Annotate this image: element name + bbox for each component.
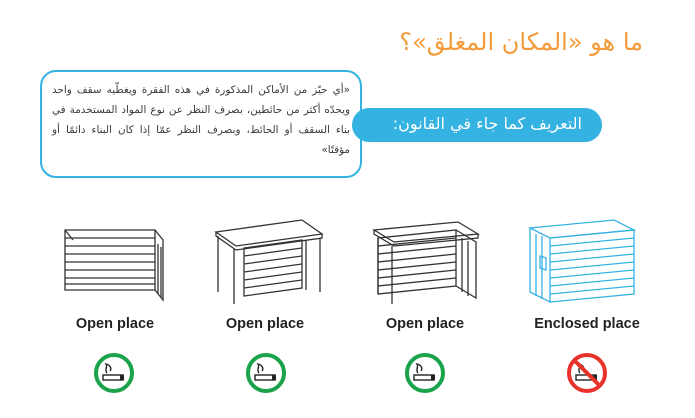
definition-label: التعريف كما جاء في القانون: bbox=[392, 114, 582, 133]
smoking-allowed-icon bbox=[93, 352, 135, 394]
place-label-4: Enclosed place bbox=[534, 316, 640, 332]
no-smoking-icon bbox=[566, 352, 608, 394]
open-place-two-walls-illustration bbox=[55, 212, 175, 304]
open-place-roof-one-wall-illustration bbox=[210, 212, 330, 304]
open-place-roof-two-walls-illustration bbox=[368, 212, 488, 304]
place-label-2: Open place bbox=[225, 316, 305, 332]
page-title: ما هو «المكان المغلق»؟ bbox=[399, 28, 643, 56]
smoking-allowed-icon bbox=[245, 352, 287, 394]
smoking-allowed-icon bbox=[404, 352, 446, 394]
place-label-3: Open place bbox=[385, 316, 465, 332]
definition-box bbox=[40, 70, 362, 178]
enclosed-place-illustration bbox=[522, 212, 642, 304]
place-label-1: Open place bbox=[75, 316, 155, 332]
definition-label-pill bbox=[352, 108, 602, 142]
definition-text: «أي حيّز من الأماكن المذكورة في هذه الفقرة ويغطّيه سقف واحد ويحدّه أكثر من حائطين، بصرف النظر عن نوع المواد المستخدمة في بناء السقف أو الحائط، وبصرف النظر عمّا إذا كان البناء دائمًا أو مؤقتًا» bbox=[52, 84, 350, 156]
